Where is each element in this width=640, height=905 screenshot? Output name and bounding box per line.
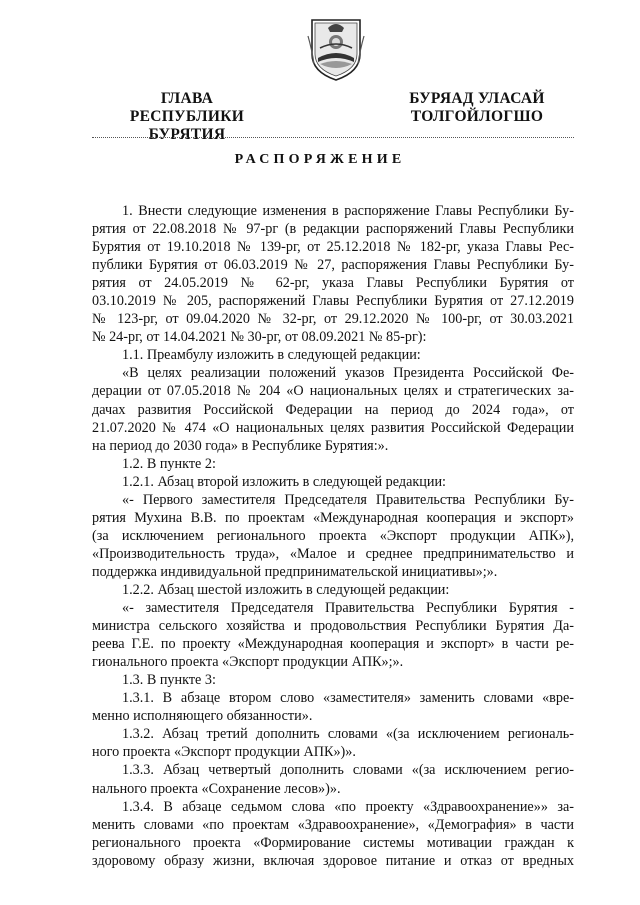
header-left-line-1: ГЛАВА [160,90,214,107]
body-text-line: 1.3.1. В абзаце втором слово «заместителя» заменить словами «вре- [122,690,574,707]
body-text-line: 1.2.1. Абзац второй изложить в следующей редакции: [122,473,446,490]
body-text-line: рятия от 24.05.2019 № 62-рг, указа Главы Республики Бурятия от [92,275,574,292]
body-text-line: 1.3.4. В абзаце седьмом слова «по проекту «Здравоохранение»» за- [122,798,574,815]
body-text-line: дерации от 07.05.2018 № 204 «О национальных целях и стратегических за- [92,383,574,400]
body-text-line: (за исключением регионального проекта «Экспорт продукции АПК»), [92,527,574,544]
body-text-line: 1.3.2. Абзац третий дополнить словами «(за исключением региональ- [122,726,574,743]
body-text-line: № 24-рг, от 14.04.2021 № 30-рг, от 08.09.2021 № 85-рг): [92,329,427,346]
header-right-org [388,90,566,126]
body-text-line: 1.3. В пункте 3: [122,672,216,689]
body-text-line: рятия от 22.08.2018 № 97-рг (в редакции распоряжений Главы Республики [92,221,574,238]
body-text-line: регионального проекта «Формирование системы мотивации граждан к [92,834,574,851]
body-text-line: 1.2.2. Абзац шестой изложить в следующей редакции: [122,581,450,598]
body-text-line: публики Бурятия от 06.03.2019 № 27, распоряжения Главы Республики Бу- [92,257,574,274]
body-text-line: ного проекта «Экспорт продукции АПК»)». [92,744,356,761]
body-text-line: нального проекта «Сохранение лесов»)». [92,780,341,797]
body-text-line: 21.07.2020 № 474 «О национальных целях развития Российской Федерации [92,419,574,436]
body-text-line: «- заместителя Председателя Правительства Республики Бурятия - [122,600,574,617]
body-text-line: 1. Внести следующие изменения в распоряжение Главы Республики Бу- [122,203,574,219]
header-left-org [92,90,282,144]
body-text-line: дачах развития Российской Федерации на период до 2024 года», от [92,401,574,418]
body-text-line: № 123-рг, от 09.04.2020 № 32-рг, от 29.12.2020 № 100-рг, от 30.03.2021 [92,311,574,328]
header-right-line-2: ТОЛГОЙЛОГШО [410,108,544,125]
body-text-line: на период до 2030 года» в Республике Бурятия:». [92,437,389,454]
body-text-line: реева Г.Е. по проекту «Международная кооперация и экспорт» в части ре- [92,636,574,653]
header-divider [92,137,574,138]
document-body [92,202,574,870]
body-text-line: рятия Мухина В.В. по проектам «Международная кооперация и экспорт» [92,509,574,526]
header-right-line-1: БУРЯАД УЛАСАЙ [409,90,545,107]
body-text-line: «Производительность труда», «Малое и среднее предпринимательство и [92,545,574,562]
body-text-line: здоровому образу жизни, включая здоровое питание и отказ от вредных [92,852,574,869]
body-text-line: менить словами «по проектам «Здравоохранение», «Демография» в части [92,816,574,833]
body-text-line: 03.10.2019 № 205, распоряжений Главы Республики Бурятия от 27.12.2019 [92,293,574,310]
document-title: РАСПОРЯЖЕНИЕ [234,152,406,167]
body-text-line: Бурятия от 19.10.2018 № 139-рг, от 25.12.2018 № 182-рг, указа Главы Рес- [92,239,574,256]
body-text-line: менно исполняющего обязанности». [92,708,313,725]
header-left-line-2: РЕСПУБЛИКИ БУРЯТИЯ [129,108,245,143]
coat-of-arms-emblem-icon [306,14,366,82]
body-text-line: 1.2. В пункте 2: [122,455,216,472]
body-text-line: 1.1. Преамбулу изложить в следующей редакции: [122,347,421,364]
body-text-line: «В целях реализации положений указов Президента Российской Фе- [122,365,574,382]
body-text-line: поддержка индивидуальной предпринимательской инициативы»;». [92,563,498,580]
body-text-line: 1.3.3. Абзац четвертый дополнить словами «(за исключением регио- [122,762,574,779]
body-text-line: «- Первого заместителя Председателя Правительства Республики Бу- [122,491,574,508]
body-text-line: министра сельского хозяйства и продовольствия Республики Бурятия Да- [92,618,574,635]
body-text-line: гионального проекта «Экспорт продукции АПК»;». [92,654,404,671]
